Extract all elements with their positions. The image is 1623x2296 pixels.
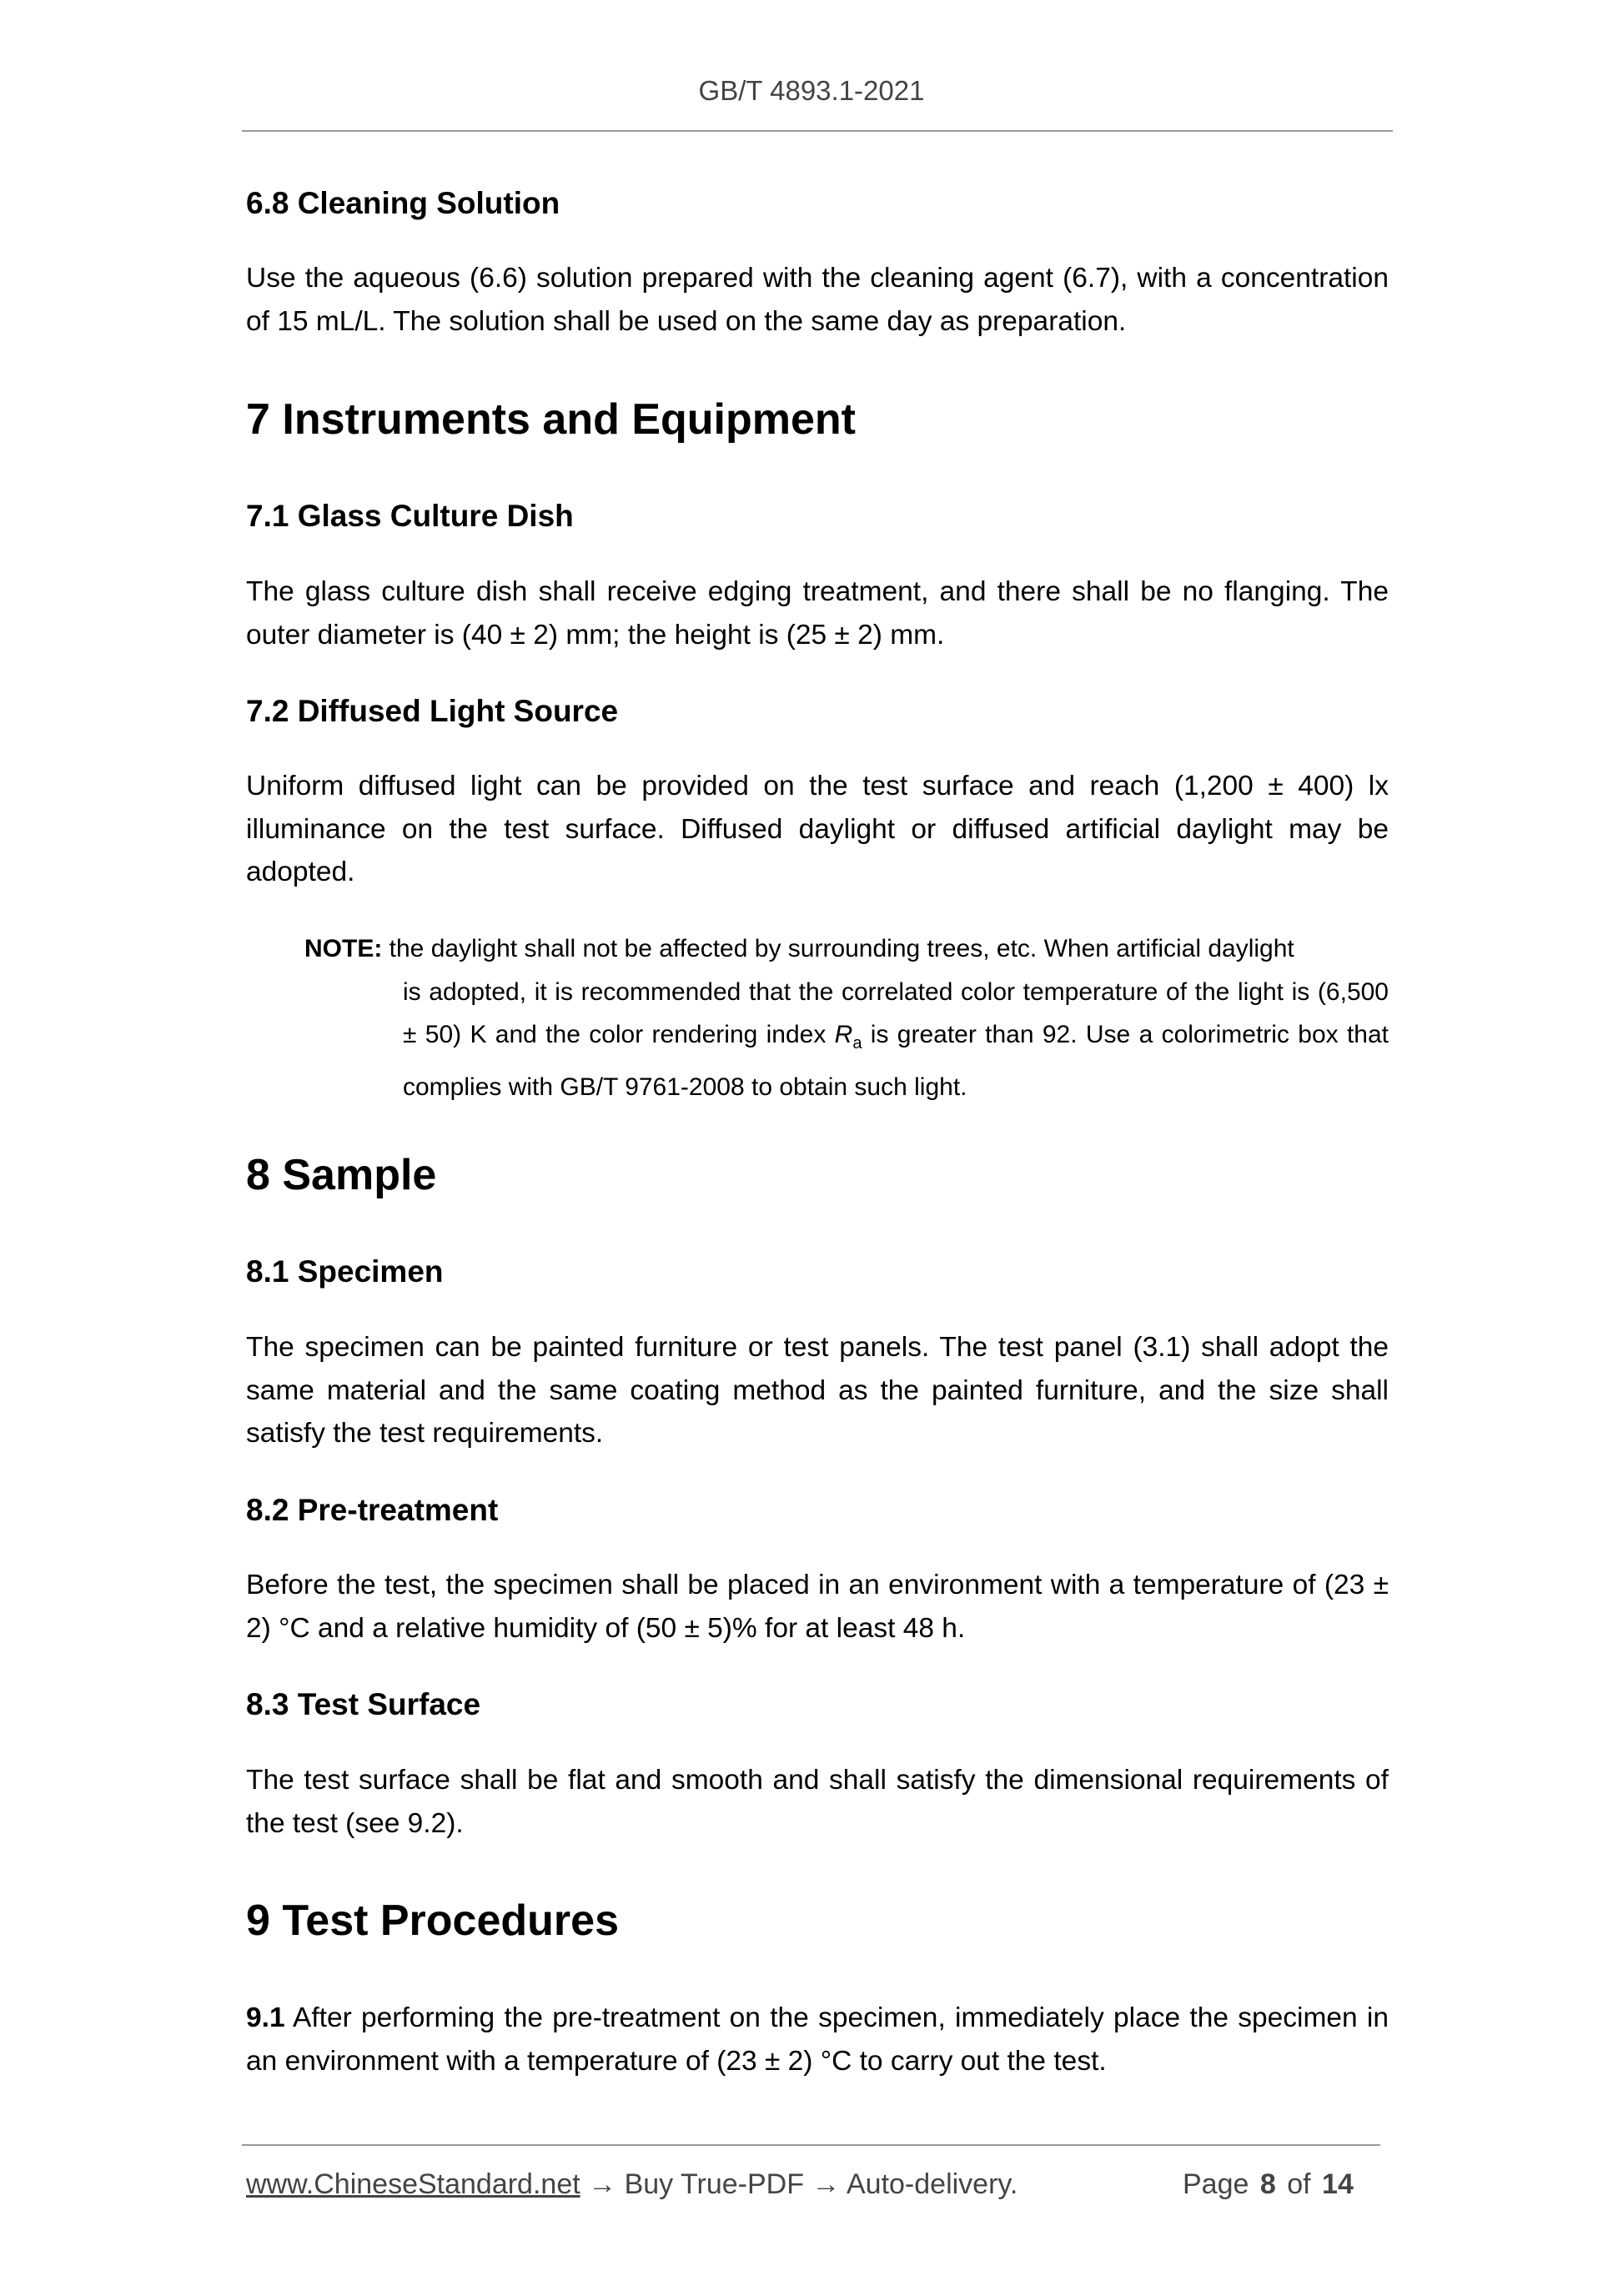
paragraph-8-3: The test surface shall be flat and smooth and shall satisfy the dimensional requirements of the test (see 9.2). <box>246 1765 1389 1839</box>
footer-rule <box>242 2144 1380 2146</box>
paragraph-6-8: Use the aqueous (6.6) solution prepared with the cleaning agent (6.7), with a concentration of 15 mL/L. The solution shall be used on the same day as preparation. <box>246 263 1389 337</box>
website-link[interactable]: www.ChineseStandard.net <box>246 2168 580 2200</box>
paragraph-7-1: The glass culture dish shall receive edging treatment, and there shall be no flanging. The outer diameter is (40 ± 2) mm; the height is (25 ± 2) mm. <box>246 576 1389 651</box>
heading-8: 8 Sample <box>246 1151 437 1199</box>
heading-7-2: 7.2 Diffused Light Source <box>246 694 619 728</box>
heading-8-2: 8.2 Pre-treatment <box>246 1493 499 1527</box>
heading-7-1: 7.1 Glass Culture Dish <box>246 499 574 533</box>
note-text-a: is adopted, it is recommended that the correlated color temperature of the light is (6,500 ± 50) K and the color rendering index <box>403 977 1389 1048</box>
note-text-b: is greater than 92. Use a colorimetric box that complies with GB/T 9761-2008 to obtain such light. <box>403 1021 1389 1101</box>
note-continuation <box>304 971 1389 1109</box>
note-label: NOTE: <box>304 935 383 962</box>
note <box>304 927 1389 1108</box>
note-symbol-sub: a <box>852 1034 862 1053</box>
heading-6-8: 6.8 Cleaning Solution <box>246 186 560 220</box>
header-rule <box>242 130 1393 132</box>
heading-8-3: 8.3 Test Surface <box>246 1687 481 1721</box>
heading-9: 9 Test Procedures <box>246 1897 620 1945</box>
of-word: of <box>1287 2168 1311 2200</box>
page-total: 14 <box>1322 2168 1354 2200</box>
note-symbol-r: R <box>834 1021 853 1048</box>
paragraph-7-2: Uniform diffused light can be provided on the test surface and reach (1,200 ± 400) lx illuminance on the test surface. Diffused daylight or diffused artificial daylight may be adopted. <box>246 771 1389 887</box>
note-first-line: the daylight shall not be affected by surrounding trees, etc. When artificial daylight <box>382 935 1294 962</box>
page-indicator <box>1183 2168 1354 2201</box>
running-header: GB/T 4893.1-2021 <box>698 75 925 106</box>
heading-8-1: 8.1 Specimen <box>246 1254 444 1289</box>
clause-number: 9.1 <box>246 2002 285 2033</box>
paragraph-8-1: The specimen can be painted furniture or test panels. The test panel (3.1) shall adopt the same material and the same coating method as the painted furniture, and the size shall satisfy the test requirements. <box>246 1332 1389 1449</box>
page-number: 8 <box>1259 2168 1276 2200</box>
heading-7: 7 Instruments and Equipment <box>246 395 856 444</box>
footer-tagline: → Buy True-PDF → Auto-delivery. <box>580 2168 1018 2200</box>
footer-left <box>246 2168 1018 2201</box>
page-word: Page <box>1183 2168 1249 2200</box>
paragraph-9-1 <box>246 1997 1389 2082</box>
paragraph-8-2: Before the test, the specimen shall be placed in an environment with a temperature of (23 ± 2) °C and a relative humidity of (50 ± 5)% for at least 48 h. <box>246 1570 1389 1644</box>
paragraph-9-1-text: After performing the pre-treatment on the specimen, immediately place the specimen in an environment with a temperature of (23 ± 2) °C to carry out the test. <box>246 2002 1389 2077</box>
